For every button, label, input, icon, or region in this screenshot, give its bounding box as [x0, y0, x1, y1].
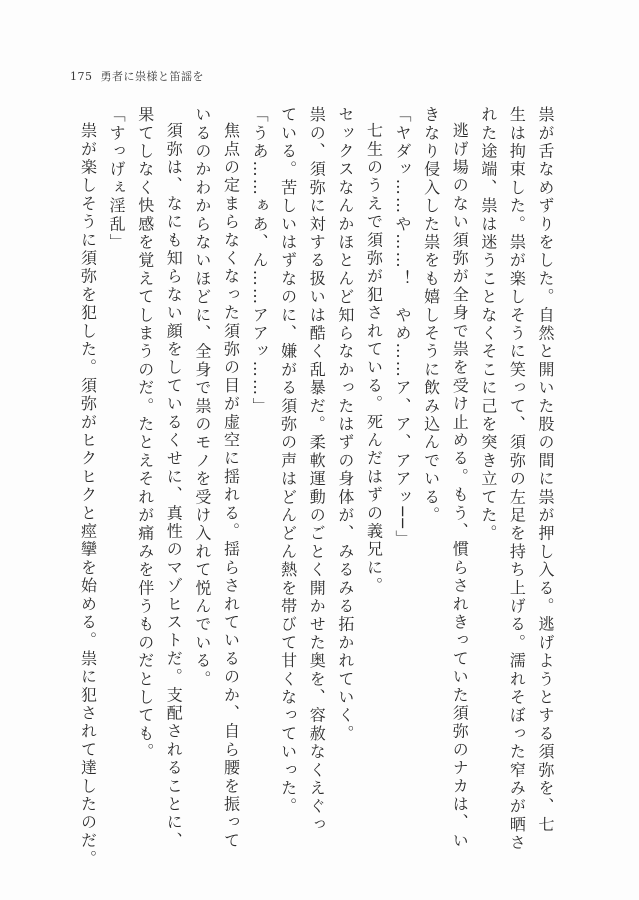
- text-line: れた途端、祟は迷うことなくそこに己を突き立てた。: [478, 106, 498, 543]
- text-line: 祟が舌なめずりをした。自然と開いた股の間に祟が押し入る。逃げようとする須弥を、七: [536, 106, 555, 835]
- text-line: 生は拘束した。祟が楽しそうに笑って、須弥の左足を持ち上げる。濡れそぼった窄みが晒さ: [507, 106, 527, 853]
- text-line: 果てしなく快感を覚えてしまうのだ。たとえそれが痛みを伴うものだとしても。: [135, 106, 155, 762]
- text-line: ている。苦しいはずなのに、嫌がる須弥の声はどんどん熱を帯びて甘くなっていった。: [278, 106, 298, 816]
- text-line: 七生のうえで須弥が犯されている。死んだはずの義兄に。: [364, 122, 384, 596]
- text-line: 祟が楽しそうに須弥を犯した。須弥がヒクヒクと痙攣を始める。祟に犯されて達したのだ。: [78, 122, 98, 869]
- dialogue-line: 「ヤダッ……や……！ やめ……ア、ア、アアッ──」: [393, 106, 413, 549]
- running-title: 勇者に祟様と笛謡を: [100, 70, 204, 83]
- page-header: [70, 68, 204, 84]
- dialogue-line: 「うあ……ぁあ、ん……アアッ……」: [250, 106, 270, 416]
- body-text: [73, 106, 559, 869]
- text-line: きなり侵入した祟をも嬉しそうに飲み込んでいる。: [421, 106, 441, 525]
- text-line: セックスなんかほとんど知らなかったはずの身体が、みるみる拓かれていく。: [335, 106, 355, 743]
- page-number: 175: [70, 70, 93, 83]
- text-line: 祟の、須弥に対する扱いは酷く乱暴だ。柔軟運動のごとく開かせた奥を、容赦なくえぐっ: [307, 106, 327, 834]
- text-line: 須弥は、なにも知らない顔をしているくせに、真性のマゾヒストだ。支配されることに、: [164, 122, 184, 850]
- dialogue-line: 「すっげぇ淫乱」: [107, 106, 127, 252]
- text-line: いるのかわからないほどに、全身で祟のモノを受け入れて悦んでいる。: [192, 106, 212, 689]
- text-line: 焦点の定まらなくなった須弥の目が虚空に揺れる。揺らされているのか、自ら腰を振って: [221, 122, 241, 850]
- text-line: 逃げ場のない須弥が全身で祟を受け止める。もう、慣らされきっていた須弥のナカは、い: [450, 122, 470, 850]
